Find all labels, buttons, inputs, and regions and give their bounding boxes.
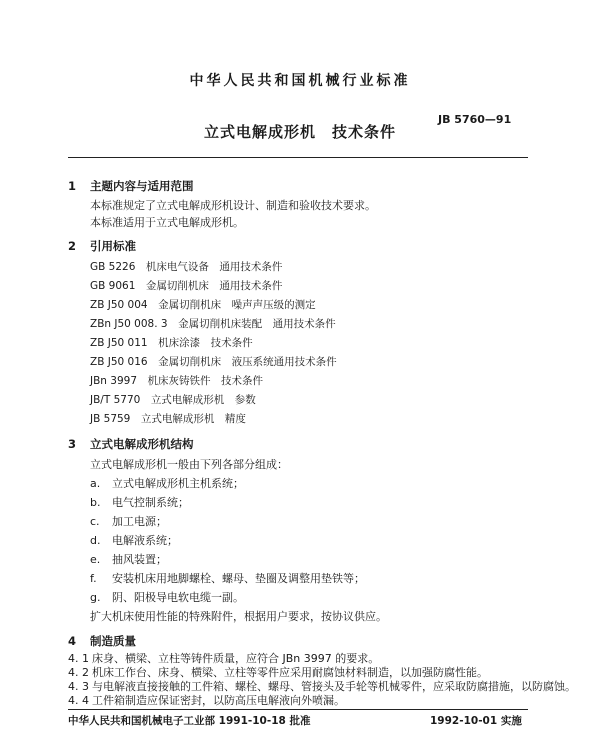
reference-name: 机床电气设备 通用技术条件 (145, 261, 283, 273)
paragraph: 本标准规定了立式电解成形机设计、制造和验收技术要求。 (90, 199, 376, 212)
reference-name: 金属切削机床 液压系统通用技术条件 (158, 356, 337, 368)
document-title: 立式电解成形机 技术条件 (203, 123, 396, 141)
list-item (90, 532, 178, 548)
issuing-body: 中华人民共和国机械行业标准 (189, 73, 411, 89)
list-marker: e. (90, 553, 101, 566)
reference-item (90, 278, 282, 293)
reference-code: GB 5226 (90, 261, 136, 273)
list-text: 电解液系统； (112, 534, 178, 547)
section-number: 2 (68, 239, 77, 253)
reference-code: ZB J50 011 (90, 337, 148, 349)
reference-code: JBn 3997 (90, 375, 138, 387)
reference-name: 立式电解成形机 参数 (150, 394, 256, 406)
reference-name: 机床涂漆 技术条件 (158, 337, 253, 349)
reference-code: JB/T 5770 (90, 394, 141, 406)
reference-item (90, 373, 263, 388)
list-text: 抽风装置； (112, 553, 167, 566)
section-title: 主题内容与适用范围 (90, 179, 194, 193)
list-text: 加工电源； (112, 515, 167, 528)
section-title: 立式电解成形机结构 (90, 437, 194, 451)
reference-name: 金属切削机床装配 通用技术条件 (178, 318, 336, 330)
section-4-heading (68, 633, 136, 649)
list-marker: b. (90, 496, 101, 509)
list-text: 立式电解成形机主机系统； (112, 477, 244, 490)
clause-number: 4. 4 (68, 694, 89, 707)
reference-name: 金属切削机床 通用技术条件 (145, 280, 283, 292)
reference-item (90, 259, 282, 274)
standard-number: JB 5760—91 (438, 113, 512, 126)
list-item (90, 513, 167, 529)
clause-text: 床身、横梁、立柱等铸件质量，应符合 JBn 3997 的要求。 (92, 652, 380, 665)
section-title: 引用标准 (90, 239, 136, 253)
clause-text: 与电解液直接接触的工件箱、螺栓、螺母、管接头及手轮等机械零件，应采取防腐措施，以防腐蚀。 (92, 680, 576, 693)
list-item (90, 551, 167, 567)
reference-name: 机床灰铸铁件 技术条件 (147, 375, 264, 387)
reference-code: ZBn J50 008. 3 (90, 318, 168, 330)
implementation-date: 1992-10-01 实施 (430, 715, 522, 727)
reference-code: ZB J50 004 (90, 299, 148, 311)
header-rule (68, 157, 528, 158)
reference-item (90, 392, 256, 407)
section-2-heading (68, 238, 136, 254)
clause-text: 机床工作台、床身、横梁、立柱等零件应采用耐腐蚀材料制造，以加强防腐性能。 (92, 666, 488, 679)
reference-item (90, 335, 253, 350)
section-number: 4 (68, 634, 77, 648)
list-item (90, 589, 244, 605)
reference-name: 金属切削机床 噪声声压级的测定 (158, 299, 316, 311)
list-text: 电气控制系统； (112, 496, 189, 509)
clause-text: 工件箱制造应保证密封，以防高压电解液向外喷漏。 (92, 694, 345, 707)
reference-item (90, 316, 336, 331)
list-marker: c. (90, 515, 100, 528)
approval-line: 中华人民共和国机械电子工业部 1991-10-18 批准 (68, 715, 311, 727)
reference-code: JB 5759 (90, 413, 131, 425)
clause-number: 4. 3 (68, 680, 89, 693)
reference-code: GB 9061 (90, 280, 136, 292)
reference-code: ZB J50 016 (90, 356, 148, 368)
clause (68, 692, 345, 708)
list-marker: f. (90, 572, 97, 585)
list-marker: a. (90, 477, 101, 490)
section-1-heading (68, 178, 194, 194)
list-text: 安装机床用地脚螺栓、螺母、垫圈及调整用垫铁等； (112, 572, 365, 585)
list-item (90, 570, 365, 586)
reference-item (90, 411, 246, 426)
reference-item (90, 354, 337, 369)
clause-number: 4. 2 (68, 666, 89, 679)
list-text: 阴、阳极导电软电缆一副。 (112, 591, 244, 604)
section-title: 制造质量 (90, 634, 136, 648)
clause-number: 4. 1 (68, 652, 89, 665)
reference-name: 立式电解成形机 精度 (140, 413, 246, 425)
footer-rule (68, 709, 528, 710)
list-item (90, 475, 244, 491)
list-item (90, 494, 189, 510)
section-number: 1 (68, 179, 77, 193)
paragraph: 立式电解成形机一般由下列各部分组成： (90, 458, 288, 471)
paragraph: 扩大机床使用性能的特殊附件，根据用户要求，按协议供应。 (90, 610, 387, 623)
paragraph: 本标准适用于立式电解成形机。 (90, 216, 244, 229)
section-3-heading (68, 436, 194, 452)
list-marker: g. (90, 591, 101, 604)
section-number: 3 (68, 437, 77, 451)
reference-item (90, 297, 316, 312)
list-marker: d. (90, 534, 101, 547)
